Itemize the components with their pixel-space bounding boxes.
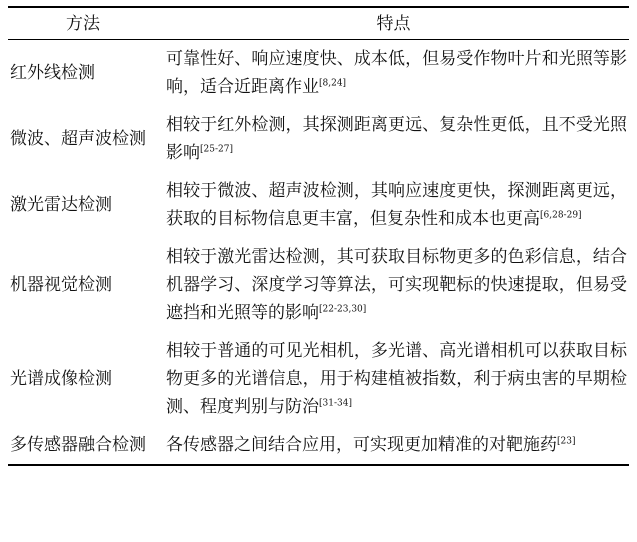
feature-cell [158,426,629,465]
method-cell: 光谱成像检测 [10,369,112,389]
feature-text: 相较于红外检测，其探测距离更远、复杂性更低，且不受光照影响 [166,115,627,163]
feature-text: 相较于激光雷达检测，其可获取目标物更多的色彩信息，结合机器学习、深度学习等算法，可实现靶标的快速提取，但易受遮挡和光照等的影响 [166,247,627,323]
method-cell: 多传感器融合检测 [8,426,158,465]
feature-text: 各传感器之间结合应用，可实现更加精准的对靶施药 [166,435,557,455]
method-cell: 机器视觉检测 [10,275,112,295]
citation: [25-27] [200,144,233,155]
table-row [8,172,629,238]
method-cell: 激光雷达检测 [10,195,112,215]
feature-text: 可靠性好、响应速度快、成本低，但易受作物叶片和光照等影响，适合近距离作业 [166,49,627,97]
feature-text: 相较于微波、超声波检测，其响应速度更快，探测距离更远，获取的目标物信息更丰富，但复杂性和成本也更高 [166,181,627,229]
methods-table [8,6,629,466]
method-cell: 红外线检测 [10,63,95,83]
citation: [23] [557,436,576,447]
table-row [8,332,629,426]
citation: [31-34] [319,398,352,409]
feature-cell [158,106,629,172]
feature-cell [158,238,629,332]
method-cell: 微波、超声波检测 [10,129,146,149]
table-row [8,106,629,172]
table-row [8,426,629,465]
feature-cell [158,172,629,238]
feature-text: 相较于普通的可见光相机，多光谱、高光谱相机可以获取目标物更多的光谱信息，用于构建植被指数，利于病虫害的早期检测、程度判别与防治 [166,341,627,417]
header-features: 特点 [158,7,629,40]
citation: [8,24] [319,78,347,89]
table-row [8,40,629,107]
citation: [6,28-29] [540,210,582,221]
feature-cell [158,40,629,107]
table-row [8,238,629,332]
header-method: 方法 [8,7,158,40]
table-header-row [8,7,629,40]
citation: [22-23,30] [319,304,367,315]
feature-cell [158,332,629,426]
